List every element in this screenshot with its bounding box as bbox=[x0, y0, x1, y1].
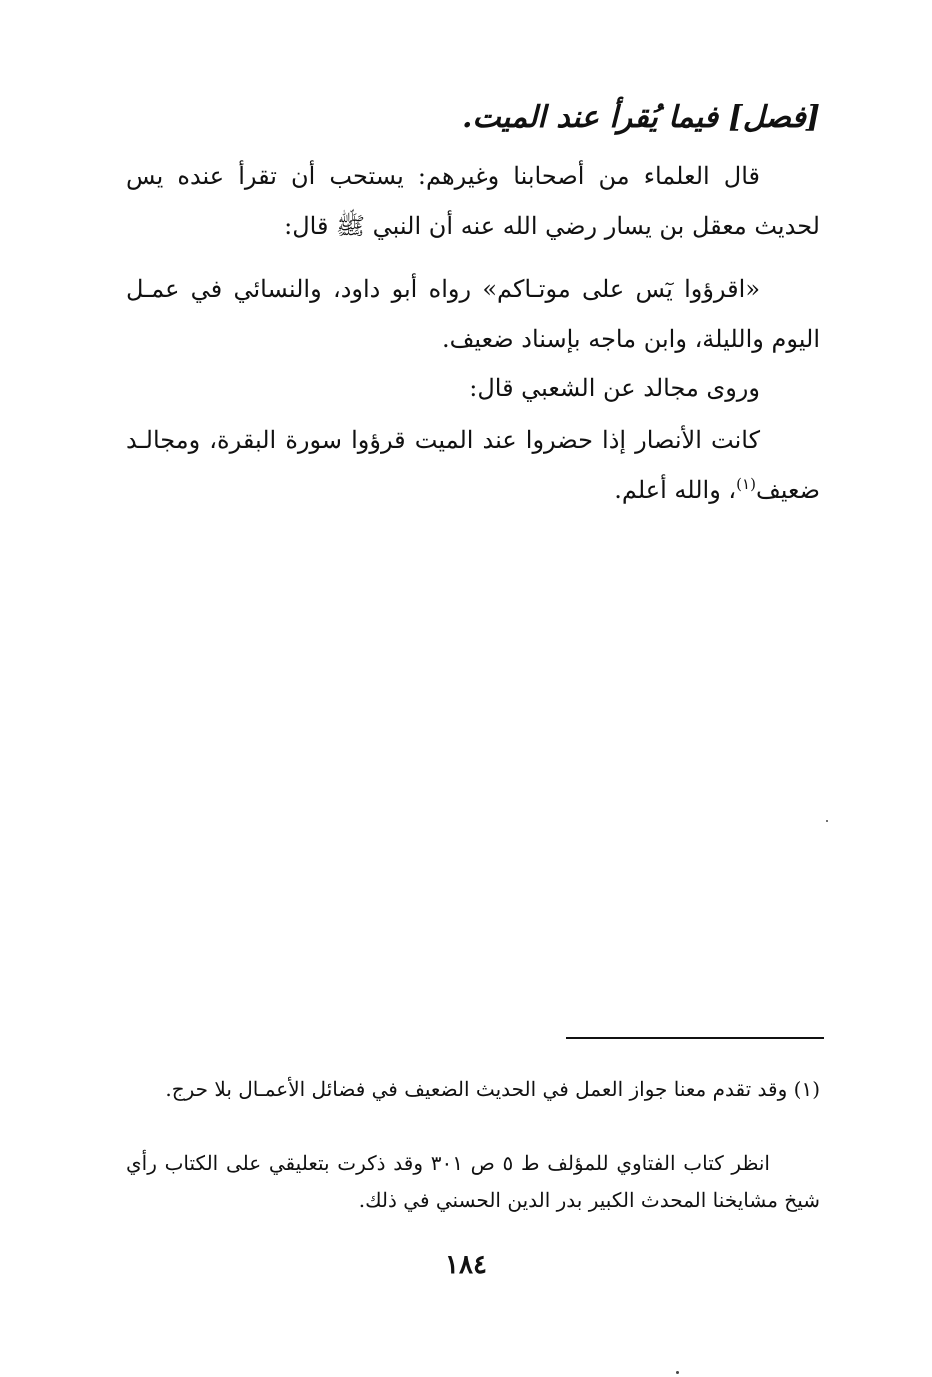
footnote-divider bbox=[566, 1037, 824, 1039]
paragraph-4-text-end: ، والله أعلم. bbox=[614, 476, 737, 504]
page-number: ١٨٤ bbox=[445, 1250, 487, 1280]
paragraph-4 bbox=[126, 415, 820, 515]
paragraph-4-text-start: كانت الأنصار إذا حضروا عند الميت قرؤوا سورة البقرة، ومجالـد ضعيف bbox=[126, 426, 820, 504]
paragraph-2: «اقرؤوا يٓس على موتـاكم» رواه أبو داود، والنسائي في عمـل اليوم والليلة، وابن ماجه بإسناد ضعيف. bbox=[126, 275, 820, 353]
scan-speck bbox=[826, 820, 828, 822]
paragraph-3: وروى مجالد عن الشعبي قال: bbox=[469, 374, 760, 402]
footnote-1: (١) وقد تقدم معنا جواز العمل في الحديث الضعيف في فضائل الأعمـال بلا حرج. bbox=[165, 1077, 820, 1101]
footnote-reference-mark[interactable]: (١) bbox=[736, 475, 756, 493]
chapter-heading: [فصل] فيما يُقرأ عند الميت. bbox=[461, 100, 820, 135]
scan-speck bbox=[676, 1371, 679, 1374]
footnote-2: انظر كتاب الفتاوي للمؤلف ط ٥ ص ٣٠١ وقد ذكرت بتعليقي على الكتاب رأي شيخ مشايخنا المحدث الكبير بدر الدين الحسني في ذلك. bbox=[126, 1151, 820, 1212]
paragraph-1: قال العلماء من أصحابنا وغيرهم: يستحب أن تقرأ عنده يس لحديث معقل بن يسار رضي الله عنه أن النبي ﷺ قال: bbox=[126, 162, 820, 240]
